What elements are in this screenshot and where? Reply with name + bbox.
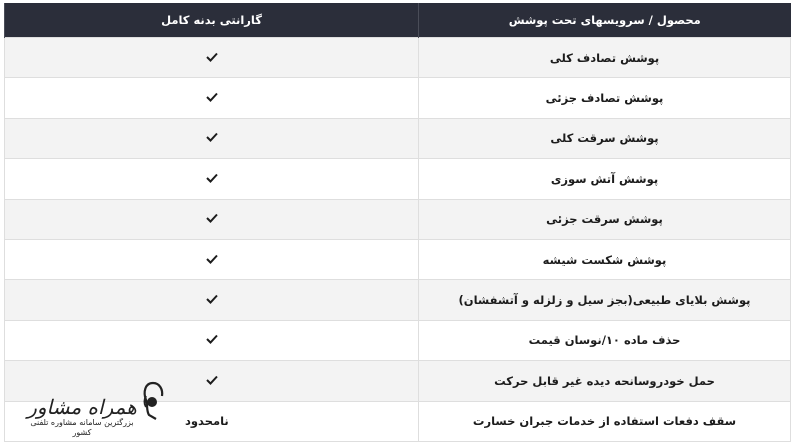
checkmark-icon xyxy=(206,294,218,304)
cell-product: سقف دفعات استفاده از خدمات جبران خسارت xyxy=(419,401,791,441)
cell-product: پوشش تصادف کلی xyxy=(419,38,791,78)
headset-logo-icon xyxy=(140,380,166,426)
checkmark-icon xyxy=(206,52,218,62)
cell-product: پوشش سرقت جزئی xyxy=(419,199,791,239)
cell-guarantee xyxy=(5,38,419,78)
table-row xyxy=(5,320,791,360)
table-row xyxy=(5,118,791,158)
table-row xyxy=(5,159,791,199)
cell-product: پوشش بلایای طبیعی(بجز سیل و زلزله و آتشفشان) xyxy=(419,280,791,320)
cell-guarantee xyxy=(5,320,419,360)
cell-guarantee: نامحدود xyxy=(5,401,419,441)
table-row xyxy=(5,280,791,320)
cell-product: حذف ماده ۱۰/نوسان قیمت xyxy=(419,320,791,360)
checkmark-icon xyxy=(206,254,218,264)
checkmark-icon xyxy=(206,173,218,183)
table-row xyxy=(5,78,791,118)
cell-guarantee xyxy=(5,280,419,320)
table-row xyxy=(5,239,791,279)
header-product: محصول / سرویسهای تحت پوشش xyxy=(419,3,791,38)
table-row xyxy=(5,38,791,78)
cell-guarantee xyxy=(5,199,419,239)
cell-product: حمل خودروسانحه دیده غیر قابل حرکت xyxy=(419,361,791,401)
cell-guarantee xyxy=(5,118,419,158)
cell-guarantee xyxy=(5,239,419,279)
table-row xyxy=(5,199,791,239)
cell-guarantee xyxy=(5,159,419,199)
cell-guarantee xyxy=(5,78,419,118)
cell-product: پوشش سرقت کلی xyxy=(419,118,791,158)
checkmark-icon xyxy=(206,92,218,102)
checkmark-icon xyxy=(206,213,218,223)
checkmark-icon xyxy=(206,334,218,344)
checkmark-icon xyxy=(206,132,218,142)
cell-product: پوشش آتش سوزی xyxy=(419,159,791,199)
watermark-logo xyxy=(2,376,182,436)
logo-name: همراه مشاور xyxy=(27,395,137,419)
cell-product: پوشش تصادف جزئی xyxy=(419,78,791,118)
table-header-row xyxy=(5,3,791,38)
checkmark-icon xyxy=(206,375,218,385)
logo-tagline: بزرگترین سامانه مشاوره تلفنی کشور xyxy=(30,418,134,437)
cell-product: پوشش شکست شیشه xyxy=(419,239,791,279)
header-guarantee: گارانتی بدنه کامل xyxy=(5,3,419,38)
